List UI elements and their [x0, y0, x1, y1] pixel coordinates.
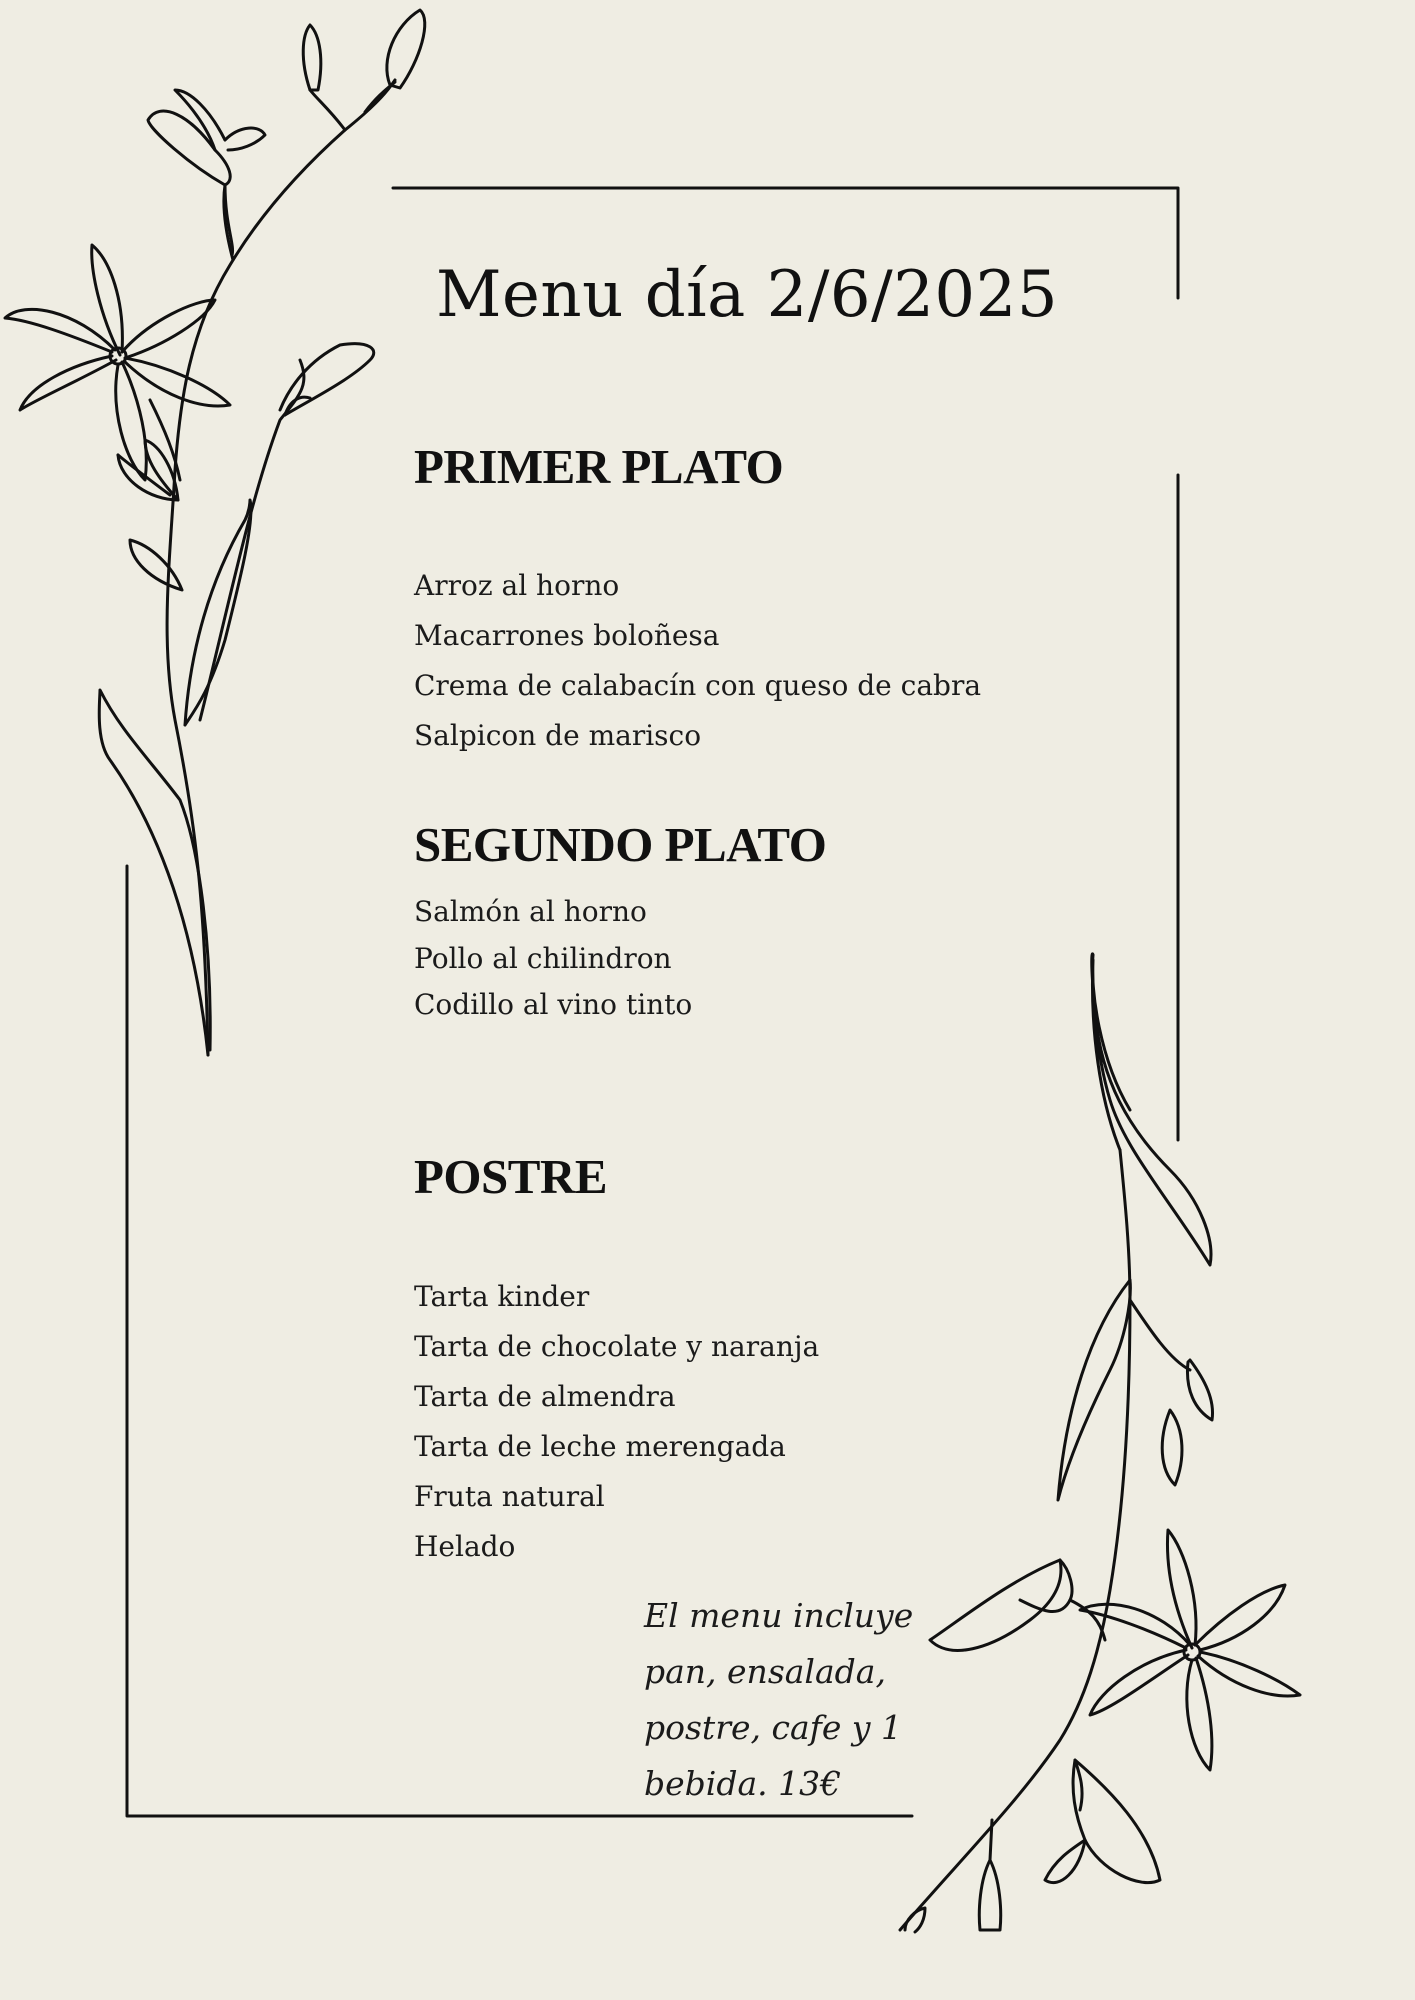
primer-plato-list — [414, 561, 981, 761]
list-item: Salpicon de marisco — [414, 719, 702, 752]
floral-branch-top-left-icon — [5, 10, 425, 1055]
list-item: Tarta de almendra — [414, 1380, 676, 1413]
section-heading-primer-plato: PRIMER PLATO — [414, 439, 784, 494]
list-item: Tarta de chocolate y naranja — [414, 1330, 820, 1363]
list-item: Macarrones boloñesa — [414, 619, 720, 652]
section-heading-segundo-plato: SEGUNDO PLATO — [414, 817, 827, 872]
list-item: Helado — [414, 1530, 516, 1563]
floral-branch-bottom-right-icon — [900, 954, 1300, 1932]
list-item: Pollo al chilindron — [414, 941, 672, 975]
list-item: Fruta natural — [414, 1480, 605, 1513]
list-item: Salmón al horno — [414, 895, 647, 928]
segundo-plato-list — [414, 889, 692, 1029]
list-item: Tarta kinder — [414, 1280, 590, 1313]
menu-includes-note: El menu incluye pan, ensalada, postre, cafe y 1 bebida. 13€ — [644, 1596, 914, 1803]
section-heading-postre: POSTRE — [414, 1149, 608, 1204]
list-item: Arroz al horno — [414, 569, 620, 602]
postre-list — [414, 1272, 819, 1572]
menu-title: Menu día 2/6/2025 — [436, 258, 1059, 332]
list-item: Tarta de leche merengada — [414, 1430, 786, 1463]
list-item: Crema de calabacín con queso de cabra — [414, 669, 982, 702]
list-item: Codillo al vino tinto — [414, 988, 693, 1021]
